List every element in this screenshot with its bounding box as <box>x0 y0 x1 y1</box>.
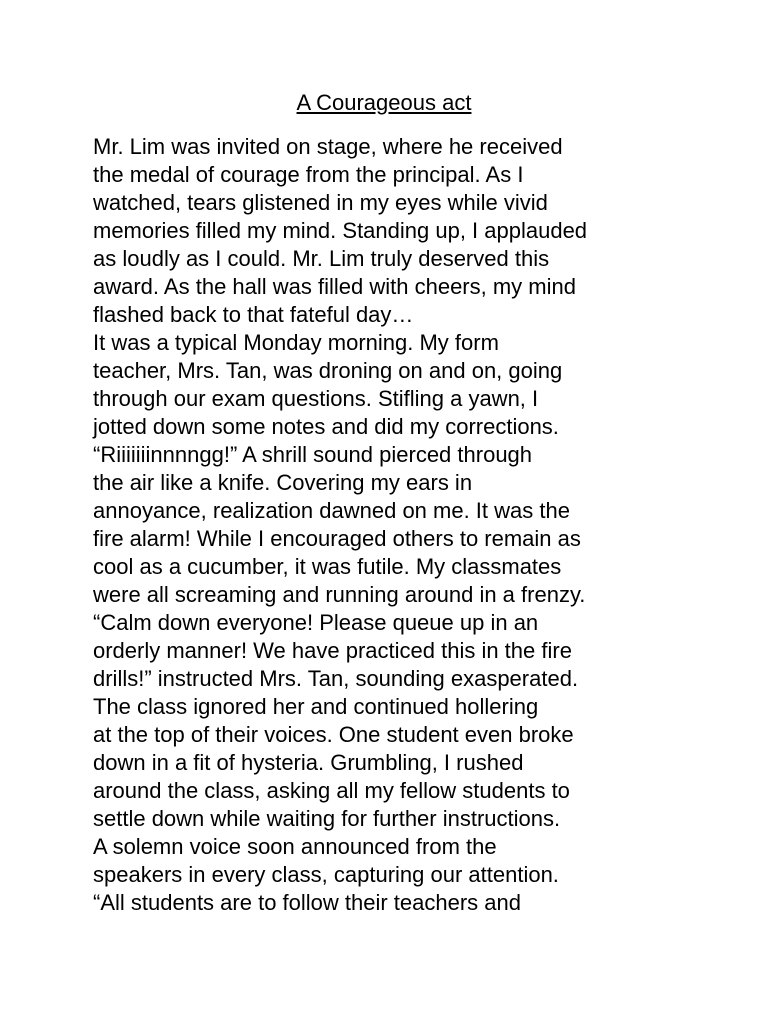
text-line: teacher, Mrs. Tan, was droning on and on, going <box>93 358 563 383</box>
text-line: Mr. Lim was invited on stage, where he received <box>93 134 563 159</box>
text-line: the medal of courage from the principal. As I <box>93 162 524 187</box>
text-line: “Calm down everyone! Please queue up in an <box>93 610 539 635</box>
text-line: cool as a cucumber, it was futile. My classmates <box>93 554 562 579</box>
document-title: A Courageous act <box>296 90 472 115</box>
text-line: as loudly as I could. Mr. Lim truly deserved this <box>93 246 550 271</box>
text-line: jotted down some notes and did my corrections. <box>93 414 559 439</box>
text-line: annoyance, realization dawned on me. It was the <box>93 498 570 523</box>
text-line: award. As the hall was filled with cheers, my mind <box>93 274 576 299</box>
text-line: at the top of their voices. One student even broke <box>93 722 574 747</box>
text-line: “Riiiiiiinnnngg!” A shrill sound pierced through <box>93 442 533 467</box>
text-line: watched, tears glistened in my eyes while vivid <box>93 190 548 215</box>
text-line: speakers in every class, capturing our attention. <box>93 862 559 887</box>
text-line: the air like a knife. Covering my ears in <box>93 470 473 495</box>
text-line: drills!” instructed Mrs. Tan, sounding exasperated. <box>93 666 579 691</box>
text-line: A solemn voice soon announced from the <box>93 834 497 859</box>
text-line: around the class, asking all my fellow students to <box>93 778 570 803</box>
text-line: memories filled my mind. Standing up, I applauded <box>93 218 588 243</box>
text-line: orderly manner! We have practiced this in the fire <box>93 638 572 663</box>
text-line: were all screaming and running around in a frenzy. <box>93 582 586 607</box>
text-line: settle down while waiting for further instructions. <box>93 806 561 831</box>
text-line: The class ignored her and continued hollering <box>93 694 539 719</box>
text-line: “All students are to follow their teachers and <box>93 890 522 915</box>
text-line: It was a typical Monday morning. My form <box>93 330 499 355</box>
text-line: down in a fit of hysteria. Grumbling, I rushed <box>93 750 524 775</box>
text-line: through our exam questions. Stifling a yawn, I <box>93 386 539 411</box>
text-line: fire alarm! While I encouraged others to remain as <box>93 526 581 551</box>
text-line: flashed back to that fateful day… <box>93 302 414 327</box>
